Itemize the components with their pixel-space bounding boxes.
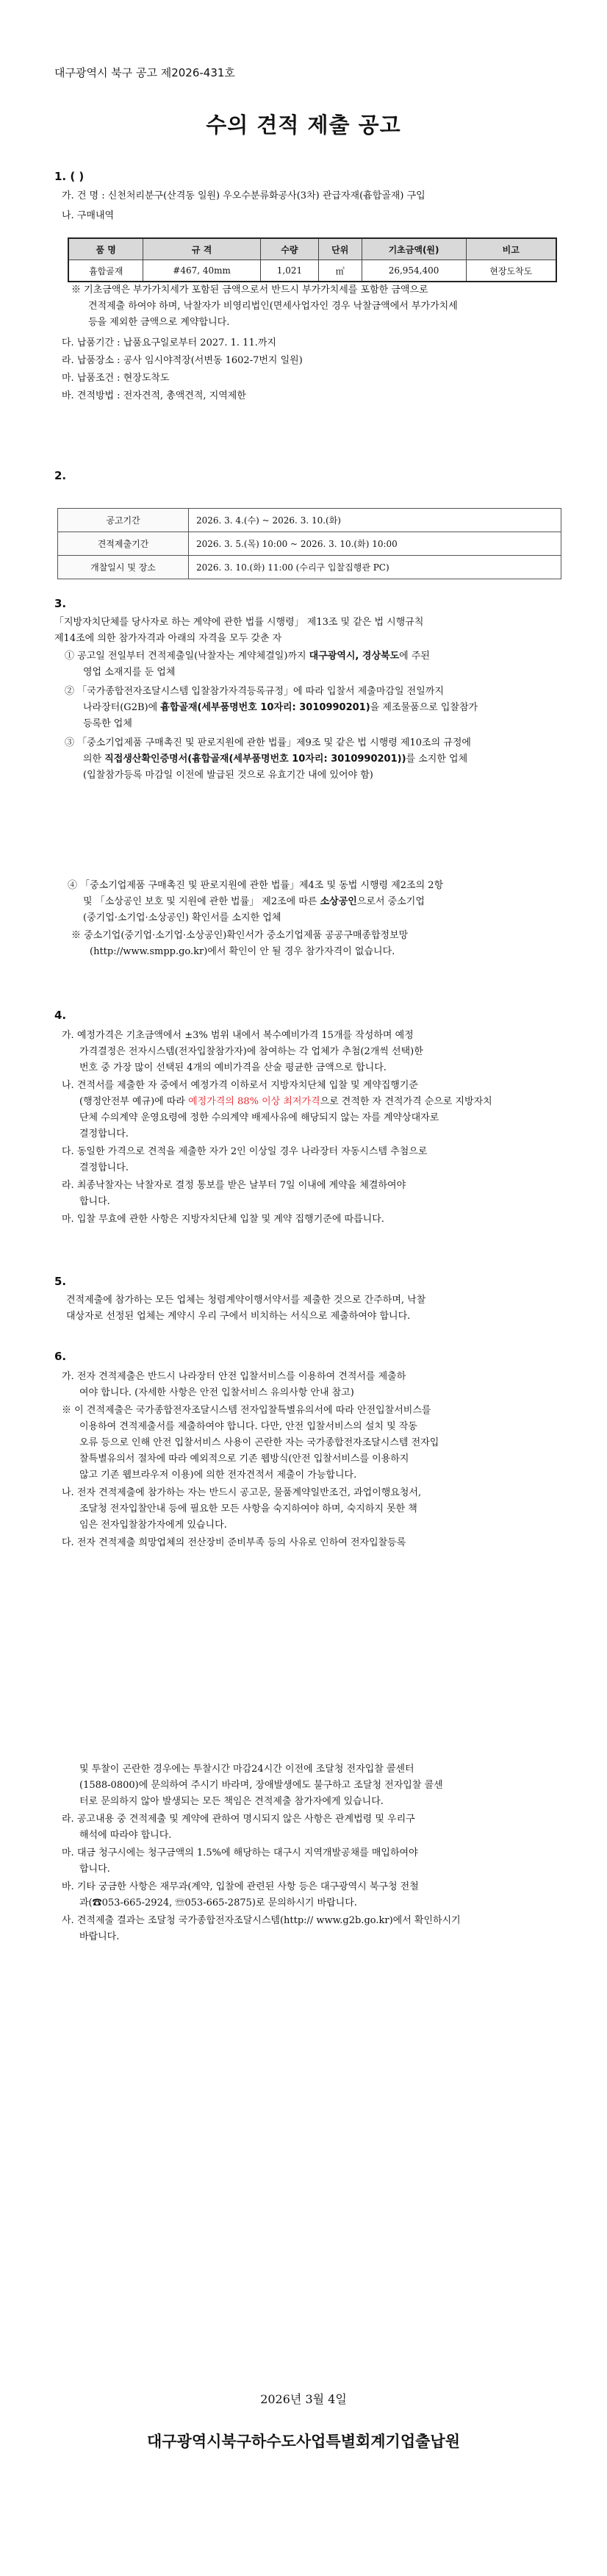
eprocure-item-ra: 라. 공고내용 중 견적제출 및 계약에 관하여 명시되지 않은 사항은 관계법령 및 우리구 (62, 1814, 415, 1825)
notice-number: 대구광역시 북구 공고 제2026-431호 (54, 66, 235, 79)
text-run: 견적가격 순으로 지방자치 (384, 1096, 492, 1107)
item-delivery-period: 다. 납품기간 : 납품요구일로부터 2027. 1. 11.까지 (62, 337, 276, 348)
section-2-heading: 2. (54, 469, 67, 482)
text-run: 의한 (83, 754, 105, 765)
region-highlight: 대구광역시, 경상북도 (309, 651, 400, 662)
table-cell: 1,021 (260, 260, 318, 282)
notice-date: 2026년 3월 4일 (260, 2392, 347, 2406)
table-cell: 흄합골재 (68, 260, 143, 282)
vat-note-line: 등을 제외한 금액으로 계약합니다. (88, 317, 230, 328)
table-header: 기초금액(원) (362, 238, 466, 260)
table-header: 수량 (260, 238, 318, 260)
table-header: 비고 (466, 238, 556, 260)
item-quote-method: 바. 견적방법 : 전자견적, 총액견적, 지역제한 (62, 390, 246, 401)
text-run: ① 공고일 전일부터 견적제출일(낙찰자는 계약체결일)까지 (65, 651, 309, 662)
purchase-table (68, 237, 557, 282)
table-header-row (68, 238, 556, 260)
section-1-heading: 1. ( ) (54, 170, 85, 183)
safe-bid-note: 오류 등으로 인해 안전 입찰서비스 사용이 곤란한 자는 국가종합전자조달시스템 전자입 (79, 1437, 439, 1448)
price-item-na: 단체 수의계약 운영요령에 정한 수의계약 배제사유에 해당되지 않는 자를 계약상대자로 (79, 1112, 439, 1123)
schedule-value: 2026. 3. 10.(화) 11:00 (수리구 입찰집행관 PC) (189, 556, 561, 579)
eligibility-item-3-cont: (입찰참가등록 마감일 이전에 발급된 것으로 유효기간 내에 있어야 함) (83, 770, 373, 781)
vat-note-line: 견적제출 하여야 하며, 낙찰자가 비영리법인(면세사업자인 경우 낙찰금액에서 부가가치세 (88, 301, 458, 312)
text-run: 을 제조물품으로 입찰참가 (370, 702, 478, 713)
integrity-text: 견적제출에 참가하는 모든 업체는 청렴계약이행서약서를 제출한 것으로 간주하며, 낙찰 (66, 1295, 426, 1306)
small-business-highlight: 소상공인 (320, 896, 357, 907)
eligibility-item-3-cont (83, 751, 467, 768)
text-run: 나라장터(G2B)에 (83, 702, 161, 713)
section-3-heading: 3. (54, 597, 67, 610)
product-code-highlight: 흄합골재(세부품명번호 10자리: 3010990201) (160, 702, 370, 713)
schedule-value: 2026. 3. 5.(목) 10:00 ~ 2026. 3. 10.(화) 10:00 (189, 532, 561, 556)
eprocure-item-na: 조달청 전자입찰안내 등에 필요한 모든 사항을 숙지하여야 하며, 숙지하지 못한 책 (79, 1503, 417, 1514)
eligibility-item-4-cont (83, 894, 425, 910)
eprocure-item-ra: 해석에 따라야 합니다. (79, 1830, 172, 1841)
eligibility-item-4-cont: (중기업·소기업·소상공인) 확인서를 소지한 업체 (83, 912, 281, 923)
eligibility-item-3: ③ 「중소기업제품 구매촉진 및 판로지원에 관한 법률」제9조 및 같은 법 시행령 제10조의 규정에 (65, 737, 471, 748)
eprocure-item-da-cont: 터로 문의하지 않아 발생되는 모든 책임은 견적제출 참가자에게 있습니다. (79, 1796, 384, 1807)
eligibility-intro: 제14조에 의한 참가자격과 아래의 자격을 모두 갖춘 자 (54, 633, 282, 644)
eprocure-item-da-cont: (1588-0800)에 문의하여 주시기 바라며, 장애발생에도 불구하고 조달청 전자입찰 콜센 (79, 1780, 443, 1791)
safe-bid-note: ※ 이 견적제출은 국가종합전자조달시스템 전자입찰특별유의서에 따라 안전입찰서비스를 (62, 1405, 431, 1416)
page-title: 수의 견적 제출 공고 (206, 112, 401, 137)
threshold-highlight: 예정가격의 88% 이상 최저가격 (188, 1096, 320, 1107)
safe-bid-note: 이용하여 견적제출서를 제출하여야 합니다. 다만, 안전 입찰서비스의 설치 및 작동 (79, 1421, 417, 1432)
section-4-heading: 4. (54, 1009, 67, 1022)
price-item-ga: 가격결정은 전자시스템(전자입찰참가자)에 참여하는 각 업체가 추첨(2개씩 선택)한 (79, 1046, 423, 1057)
eprocure-item-ma: 합니다. (79, 1864, 110, 1875)
eprocure-item-ba: 바. 기타 궁금한 사항은 재무과(계약, 입찰에 관련된 사항 등은 대구광역시 북구청 전철 (62, 1881, 419, 1892)
price-item-da: 결정합니다. (79, 1162, 129, 1173)
eprocure-item-ga: 가. 전자 견적제출은 반드시 나라장터 안전 입찰서비스를 이용하여 견적서를 제출하 (62, 1371, 406, 1382)
section-6-heading: 6. (54, 1350, 67, 1363)
eligibility-item-1 (65, 648, 430, 665)
price-item-da: 다. 동일한 가격으로 견적을 제출한 자가 2인 이상일 경우 나라장터 자동시스템 추첨으로 (62, 1146, 428, 1157)
table-header: 단위 (318, 238, 362, 260)
table-row (68, 260, 556, 282)
table-row (58, 556, 561, 579)
schedule-label: 견적제출기간 (58, 532, 189, 556)
eligibility-item-4: ④ 「중소기업제품 구매촉진 및 판로지원에 관한 법률」제4조 및 동법 시행령 제2조의 2항 (68, 880, 444, 891)
issuer-name: 대구광역시북구하수도사업특별회계기업출납원 (146, 2433, 460, 2450)
eprocure-item-na: 나. 전자 견적제출에 참가하는 자는 반드시 공고문, 물품계약일반조건, 과업이행요청서, (62, 1487, 422, 1498)
eprocure-item-ba: 과(☎053-665-2924, ☏053-665-2875)로 문의하시기 바랍니다. (79, 1897, 357, 1908)
item-delivery-place: 라. 납품장소 : 공사 임시야적장(서변동 1602-7번지 일원) (62, 355, 303, 366)
eligibility-intro: 「지방자치단체를 당사자로 하는 계약에 관한 법률 시행령」 제13조 및 같은 법 시행규칙 (54, 617, 424, 628)
eprocure-item-na: 임은 전자입찰참가자에게 있습니다. (79, 1520, 227, 1531)
schedule-value: 2026. 3. 4.(수) ~ 2026. 3. 10.(화) (189, 509, 561, 532)
table-header: 규 격 (143, 238, 261, 260)
safe-bid-note: 않고 기존 웹브라우저 이용)에 의한 전자견적서 제출이 가능합니다. (79, 1470, 357, 1481)
price-item-ga: 번호 중 가장 많이 선택된 4개의 예비가격을 산술 평균한 금액으로 합니다. (79, 1062, 387, 1073)
eprocure-item-da-cont: 및 투찰이 곤란한 경우에는 투찰시간 마감24시간 이전에 조달청 전자입찰 콜센터 (79, 1764, 414, 1775)
table-cell: 26,954,400 (362, 260, 466, 282)
table-cell: 현장도착도 (466, 260, 556, 282)
integrity-text: 대상자로 선정된 업체는 계약시 우리 구에서 비치하는 서식으로 제출하여야 합니다. (66, 1311, 411, 1322)
table-header: 품 명 (68, 238, 143, 260)
schedule-table (57, 508, 561, 579)
price-item-ra: 라. 최종낙찰자는 낙찰자로 결정 통보를 받은 날부터 7일 이내에 계약을 체결하여야 (62, 1180, 406, 1191)
section-5-heading: 5. (54, 1275, 67, 1288)
item-subject: 가. 건 명 : 신천처리분구(산격동 일원) 우오수분류화공사(3차) 관급자재(흄합골재) 구입 (62, 190, 425, 201)
text-run: 및 「소상공인 보호 및 지원에 관한 법률」 제2조에 따른 (83, 896, 320, 907)
item-delivery-condition: 마. 납품조건 : 현장도착도 (62, 373, 170, 384)
price-item-ra: 합니다. (79, 1196, 110, 1207)
price-item-na: 나. 견적서를 제출한 자 중에서 예정가격 이하로서 지방자치단체 입찰 및 계약집행기준 (62, 1080, 418, 1091)
eligibility-item-2: ② 「국가종합전자조달시스템 입찰참가자격등록규정」에 따라 입찰서 제출마감일 전일까지 (65, 686, 444, 697)
sme-note-line: (http://www.smpp.go.kr)에서 확인이 안 될 경우 참가자격이 없습니다. (90, 946, 395, 957)
table-row (58, 532, 561, 556)
safe-bid-note: 찰특별유의서 절차에 따라 예외적으로 기존 웹방식(안전 입찰서비스를 이용하지 (79, 1453, 409, 1464)
schedule-label: 공고기간 (58, 509, 189, 532)
eligibility-item-2-cont (83, 700, 478, 716)
certificate-highlight: 직접생산확인증명서(흄합골재(세부품명번호 10자리: 3010990201)) (104, 754, 406, 765)
eprocure-item-ga: 여야 합니다. (자세한 사항은 안전 입찰서비스 유의사항 안내 참고) (79, 1387, 354, 1398)
sme-note-line: ※ 중소기업(중기업·소기업·소상공인)확인서가 중소기업제품 공공구매종합정보망 (71, 930, 409, 941)
vat-note-line: ※ 기초금액은 부가가치세가 포함된 금액으로서 반드시 부가가치세를 포함한 금액으로 (71, 285, 428, 296)
text-run: 에 주된 (399, 651, 430, 662)
price-item-ma: 마. 입찰 무효에 관한 사항은 지방자치단체 입찰 및 계약 집행기준에 따릅니다. (62, 1214, 384, 1225)
price-item-ga: 가. 예정가격은 기초금액에서 ±3% 범위 내에서 복수예비가격 15개를 작성하며 예정 (62, 1030, 414, 1041)
table-cell: ㎥ (318, 260, 362, 282)
price-item-na (79, 1094, 492, 1110)
eprocure-item-sa: 바랍니다. (79, 1931, 120, 1942)
eprocure-item-sa: 사. 견적제출 결과는 조달청 국가종합전자조달시스템(http:// www.g2b.go.kr)에서 확인하시기 (62, 1915, 461, 1926)
text-run: (행정안전부 예규)에 따라 (79, 1096, 189, 1107)
price-item-na: 결정합니다. (79, 1128, 129, 1139)
text-run: 를 소지한 업체 (406, 754, 468, 765)
item-purchase-details: 나. 구매내역 (62, 210, 115, 221)
eligibility-item-1-cont: 영업 소재지를 둔 업체 (83, 667, 176, 678)
table-cell: #467, 40mm (143, 260, 261, 282)
text-run: 으로 견적한 자 (320, 1096, 382, 1107)
eprocure-item-ma: 마. 대금 청구시에는 청구금액의 1.5%에 해당하는 대구시 지역개발공채를 매입하여야 (62, 1847, 418, 1858)
schedule-label: 개찰일시 및 장소 (58, 556, 189, 579)
eligibility-item-2-cont: 등록한 업체 (83, 718, 132, 729)
text-run: 으로서 중소기업 (356, 896, 425, 907)
table-row (58, 509, 561, 532)
eprocure-item-da: 다. 전자 견적제출 희망업체의 전산장비 준비부족 등의 사유로 인하여 전자입찰등록 (62, 1537, 406, 1548)
